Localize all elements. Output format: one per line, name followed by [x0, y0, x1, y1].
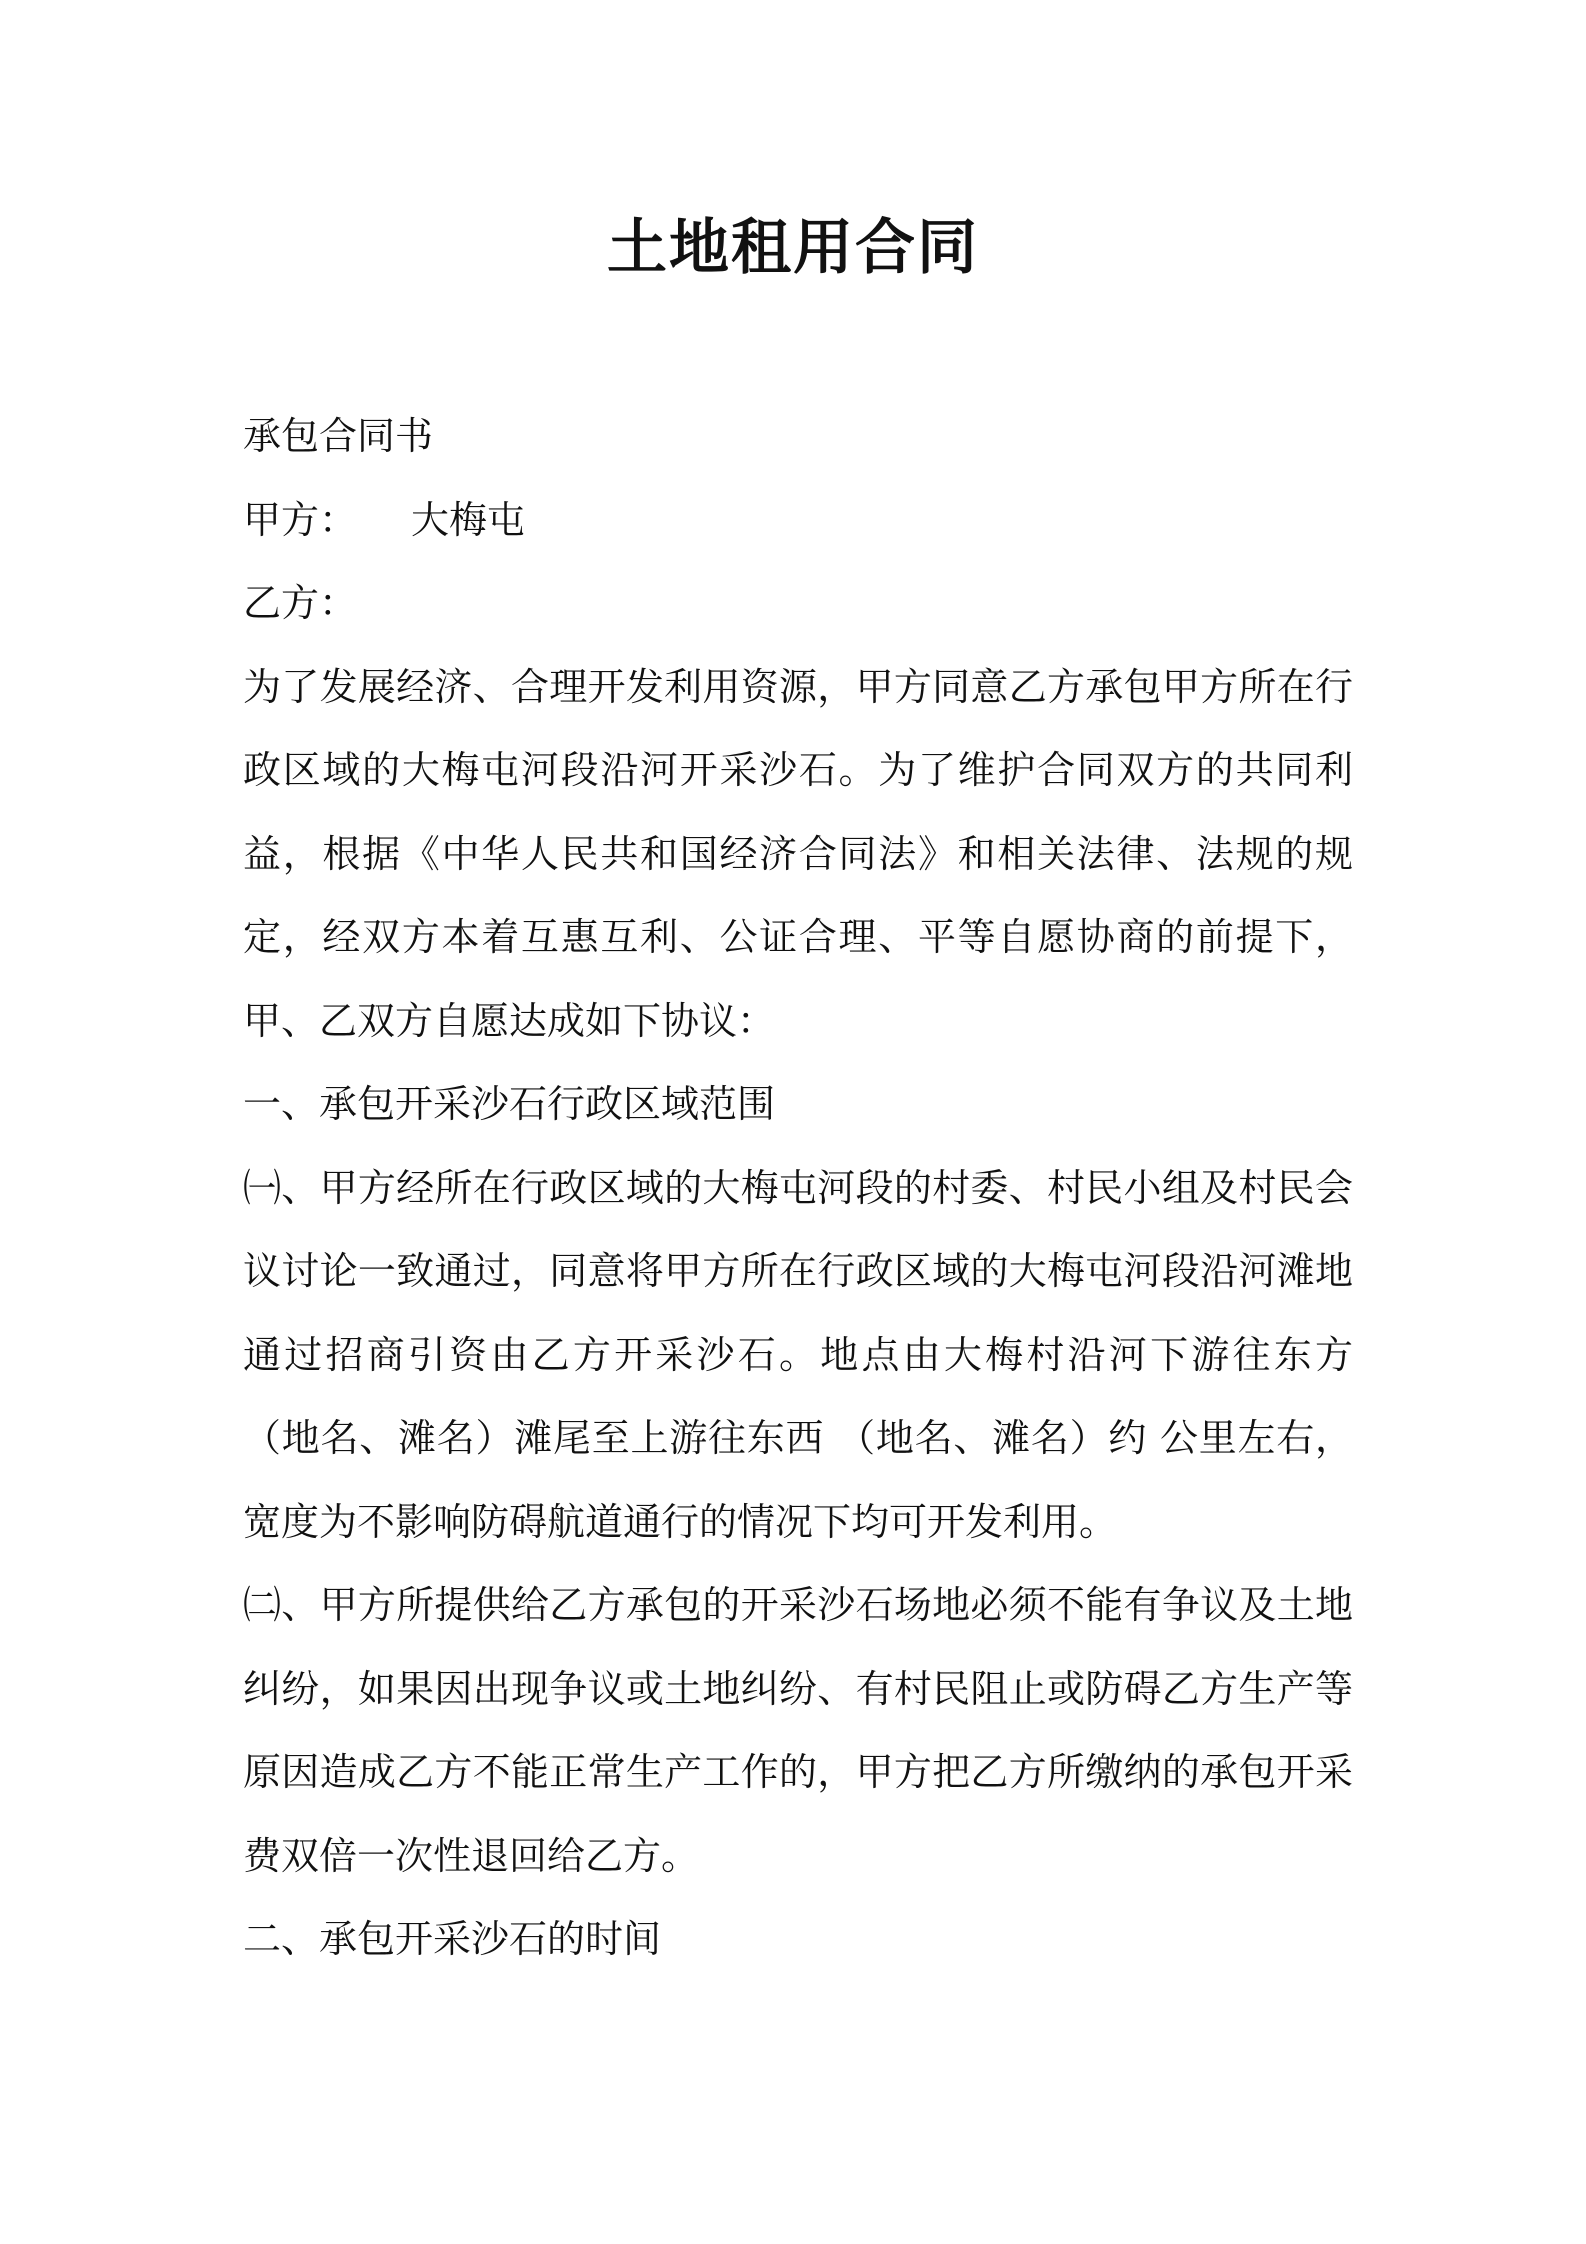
contract-subtitle: 承包合同书	[243, 414, 434, 458]
section-2-heading: 二、承包开采沙石的时间	[243, 1917, 662, 1961]
intro-paragraph: 为了发展经济、合理开发利用资源，甲方同意乙方承包甲方所在行政区域的大梅屯河段沿河开采沙石。为了维护合同双方的共同利益，根据《中华人民共和国经济合同法》和相关法律、法规的规定，经双方本着互惠互利、公证合理、平等自愿协商的前提下，甲、乙双方自愿达成如下协议：	[243, 664, 1353, 1043]
document-body	[243, 395, 1353, 1982]
clause-1-paragraph: ㈠、甲方经所在行政区域的大梅屯河段的村委、村民小组及村民会议讨论一致通过，同意将甲方所在行政区域的大梅屯河段沿河滩地通过招商引资由乙方开采沙石。地点由大梅村沿河下游往东方 （地名、滩名）滩尾至上游往东西 （地名、滩名）约 公里左右，宽度为不影响防碍航道通行的情况下均可开发利用。	[243, 1165, 1353, 1544]
party-a-row	[243, 479, 1353, 563]
clause-2-paragraph: ㈡、甲方所提供给乙方承包的开采沙石场地必须不能有争议及土地纠纷，如果因出现争议或土地纠纷、有村民阻止或防碍乙方生产等原因造成乙方不能正常生产工作的，甲方把乙方所缴纳的承包开采费双倍一次性退回给乙方。	[243, 1583, 1353, 1878]
section-1-heading: 一、承包开采沙石行政区域范围	[243, 1082, 776, 1126]
party-b-row	[243, 562, 1353, 646]
party-a-value: 大梅屯	[411, 497, 526, 542]
party-b-label: 乙方：	[243, 581, 358, 625]
document-title: 土地租用合同	[607, 213, 979, 283]
party-a-label: 甲方：	[243, 497, 358, 542]
